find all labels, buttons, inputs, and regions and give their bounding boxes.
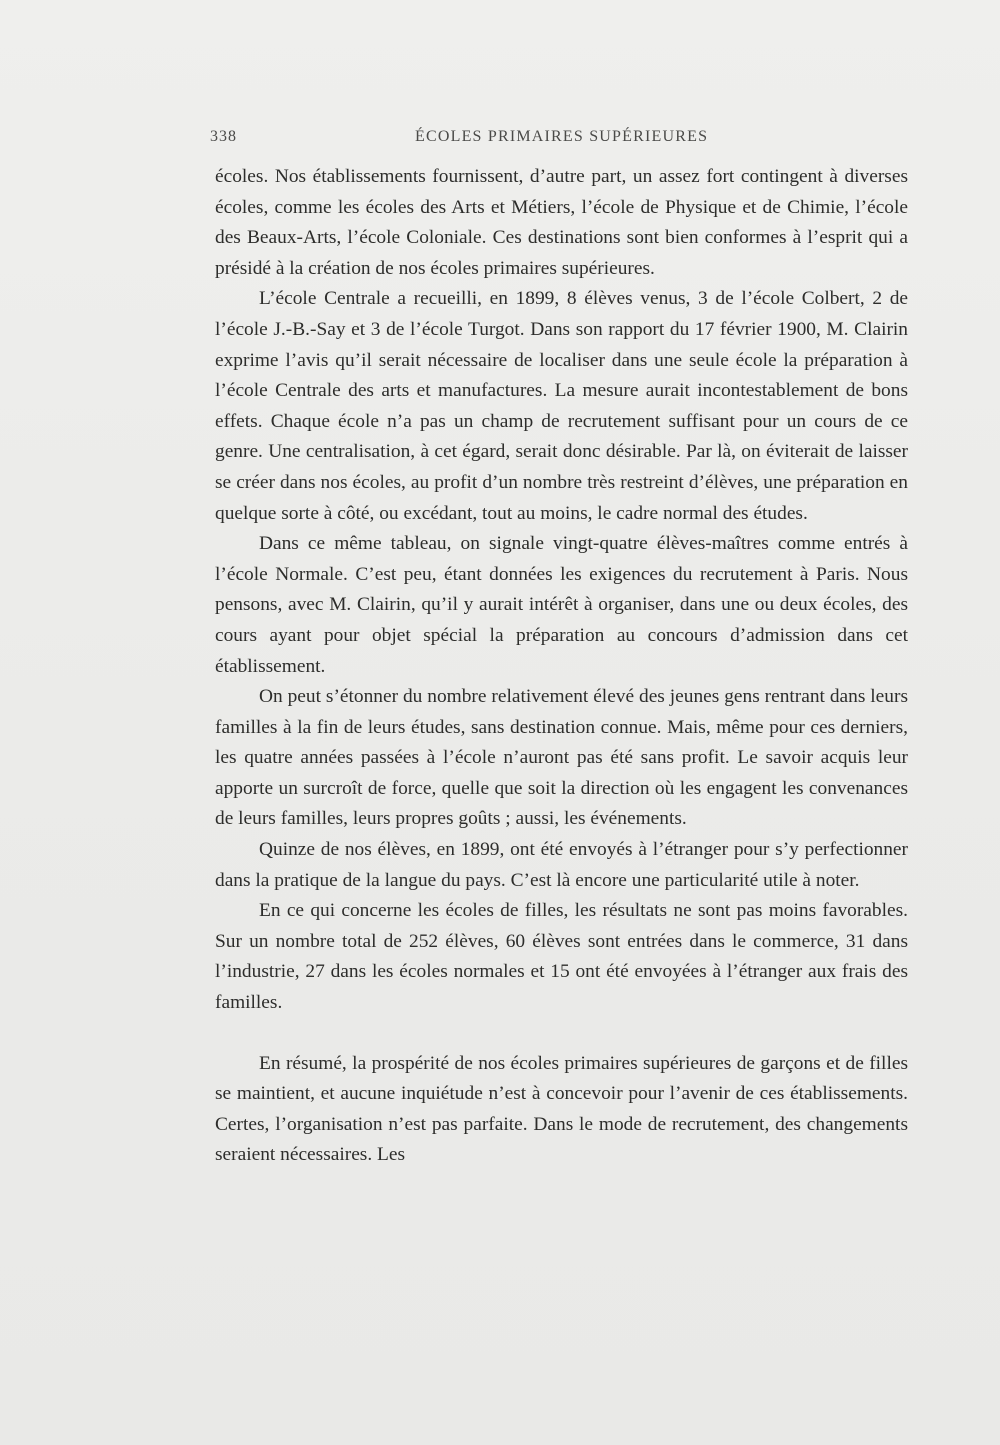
running-head: ÉCOLES PRIMAIRES SUPÉRIEURES xyxy=(415,128,709,145)
paragraph-continuation: écoles. Nos établissements fournissent, d’autre part, un assez fort contingent à diverses écoles, comme les écoles des Arts et Métiers, l’école de Physique et de Chimie, l’école des Beaux-Arts, l’école Coloniale. Ces destinations sont bien conformes à l’esprit qui a présidé à la création de nos écoles primaires supérieures. xyxy=(215,166,908,279)
page-header xyxy=(210,128,910,152)
paragraph-ecole-normale: Dans ce même tableau, on signale vingt-quatre élèves-maîtres comme entrés à l’école Normale. C’est peu, étant données les exigences du recrutement à Paris. Nous pensons, avec M. Clairin, qu’il y aurait intérêt à organiser, dans une ou deux écoles, des cours ayant pour objet spécial la préparation au concours d’admission dans cet établissement. xyxy=(215,533,908,677)
body-text xyxy=(215,162,908,1171)
paragraph-ecoles-de-filles: En ce qui concerne les écoles de filles, les résultats ne sont pas moins favorables. Sur un nombre total de 252 élèves, 60 élèves sont entrées dans le commerce, 31 dans l’industrie, 27 dans les écoles normales et 15 ont été envoyées à l’étranger aux frais des familles. xyxy=(215,900,908,1014)
paragraph-ecole-centrale: L’école Centrale a recueilli, en 1899, 8 élèves venus, 3 de l’école Colbert, 2 de l’école J.-B.-Say et 3 de l’école Turgot. Dans son rapport du 17 février 1900, M. Clairin exprime l’avis qu’il serait nécessaire de localiser dans une seule école la préparation à l’école Centrale des arts et manufactures. La mesure aurait incontestablement de bons effets. Chaque école n’a pas un champ de recrutement suffisant pour un cours de ce genre. Une centralisation, à cet égard, serait donc désirable. Par là, on éviterait de laisser se créer dans nos écoles, au profit d’un nombre très restreint d’élèves, une préparation en quelque sorte à côté, ou excédant, tout au moins, le cadre normal des études. xyxy=(215,288,908,524)
paragraph-etranger: Quinze de nos élèves, en 1899, ont été envoyés à l’étranger pour s’y perfectionner dans la pratique de la langue du pays. C’est là encore une particularité utile à noter. xyxy=(215,839,908,891)
paragraph-resume: En résumé, la prospérité de nos écoles primaires supérieures de garçons et de filles se maintient, et aucune inquiétude n’est à concevoir pour l’avenir de ces établissements. Certes, l’organisation n’est pas parfaite. Dans le mode de recrutement, des changements seraient nécessaires. Les xyxy=(215,1052,908,1166)
paragraph-sans-destination: On peut s’étonner du nombre relativement élevé des jeunes gens rentrant dans leurs familles à la fin de leurs études, sans destination connue. Mais, même pour ces derniers, les quatre années passées à l’école n’auront pas été sans profit. Le savoir acquis leur apporte un surcroît de force, quelle que soit la direction où les engagent les convenances de leurs familles, leurs propres goûts ; aussi, les événements. xyxy=(215,686,908,830)
page-number: 338 xyxy=(210,128,237,145)
